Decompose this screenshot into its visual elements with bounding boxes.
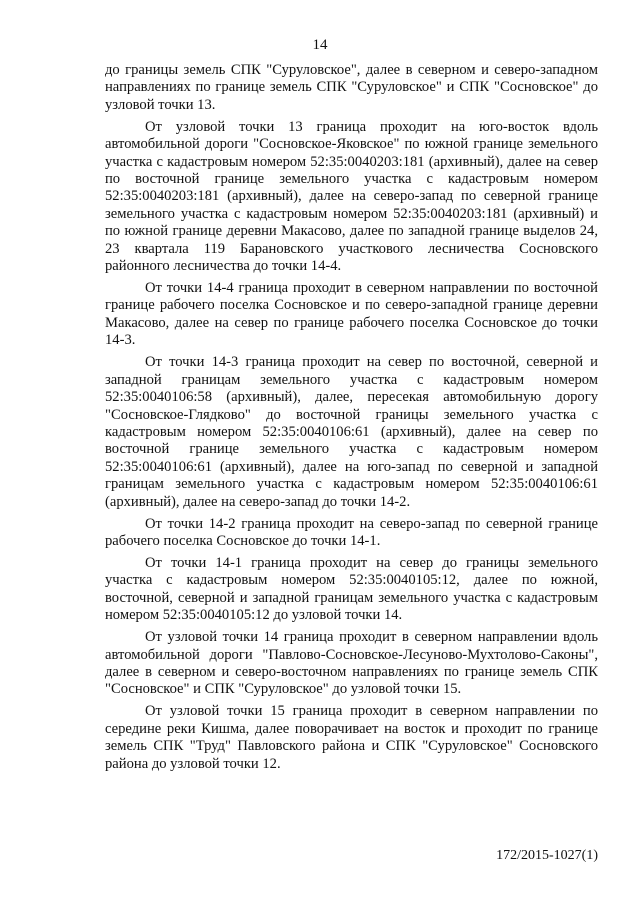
paragraph-1: до границы земель СПК "Суруловское", далее в северном и северо-западном направлениях по границе земель СПК "Суруловское" и СПК "Сосновское" до узловой точки 13. [105,62,598,113]
page-number: 14 [312,37,328,53]
paragraph-2: От узловой точки 13 граница проходит на юго-восток вдоль автомобильной дороги "Сосновское-Яковское" по южной границе земельного участка с кадастровым номером 52:35:0040203:181 (архивный), далее на север по восточной границе земельного участка с кадастровым номером 52:35:0040203:181 (архивный), далее на северо-запад по северной границе земельного участка с кадастровым номером 52:35:0040203:181 (архивный) и по южной границе деревни Макасово, далее по западной границе выделов 24, 23 квартала 119 Барановского участкового лесничества Сосновского районного лесничества до точки 14-4. [105,118,598,275]
paragraph-6: От точки 14-1 граница проходит на север до границы земельного участка с кадастровым номером 52:35:0040105:12, далее по южной, восточной, северной и западной границам земельного участка с кадастровым номером 52:35:0040105:12 до узловой точки 14. [105,554,598,624]
paragraph-4: От точки 14-3 граница проходит на север по восточной, северной и западной границам земельного участка с кадастровым номером 52:35:0040106:58 (архивный), далее, пересекая автомобильную дорогу "Сосновское-Глядково" до восточной границы земельного участка с кадастровым номером 52:35:0040106:61 (архивный), далее на север по восточной границе земельного участка с кадастровым номером 52:35:0040106:61 (архивный), далее на юго-запад по северной и западной границам земельного участка с кадастровым номером 52:35:0040106:61 (архивный), далее на северо-запад до точки 14-2. [105,354,598,510]
paragraph-5: От точки 14-2 граница проходит на северо-запад по северной границе рабочего поселка Сосновское до точки 14-1. [105,515,598,549]
paragraph-3: От точки 14-4 граница проходит в северном направлении по восточной границе рабочего поселка Сосновское и по северо-западной границе деревни Макасово, далее на север по границе рабочего поселка Сосновское до точки 14-3. [105,280,598,349]
document-code: 172/2015-1027(1) [496,848,598,863]
document-body [105,62,598,778]
paragraph-8: От узловой точки 15 граница проходит в северном направлении по середине реки Кишма, далее поворачивает на восток и проходит по границе земель СПК "Труд" Павловского района и СПК "Суруловское" Сосновского района до узловой точки 12. [105,703,598,772]
paragraph-7: От узловой точки 14 граница проходит в северном направлении вдоль автомобильной дороги "Павлово-Сосновское-Лесуново-Мухтолово-Саконы", далее в северном и северо-восточном направлениях по границе земель СПК "Сосновское" и СПК "Суруловское" до узловой точки 15. [105,629,598,698]
